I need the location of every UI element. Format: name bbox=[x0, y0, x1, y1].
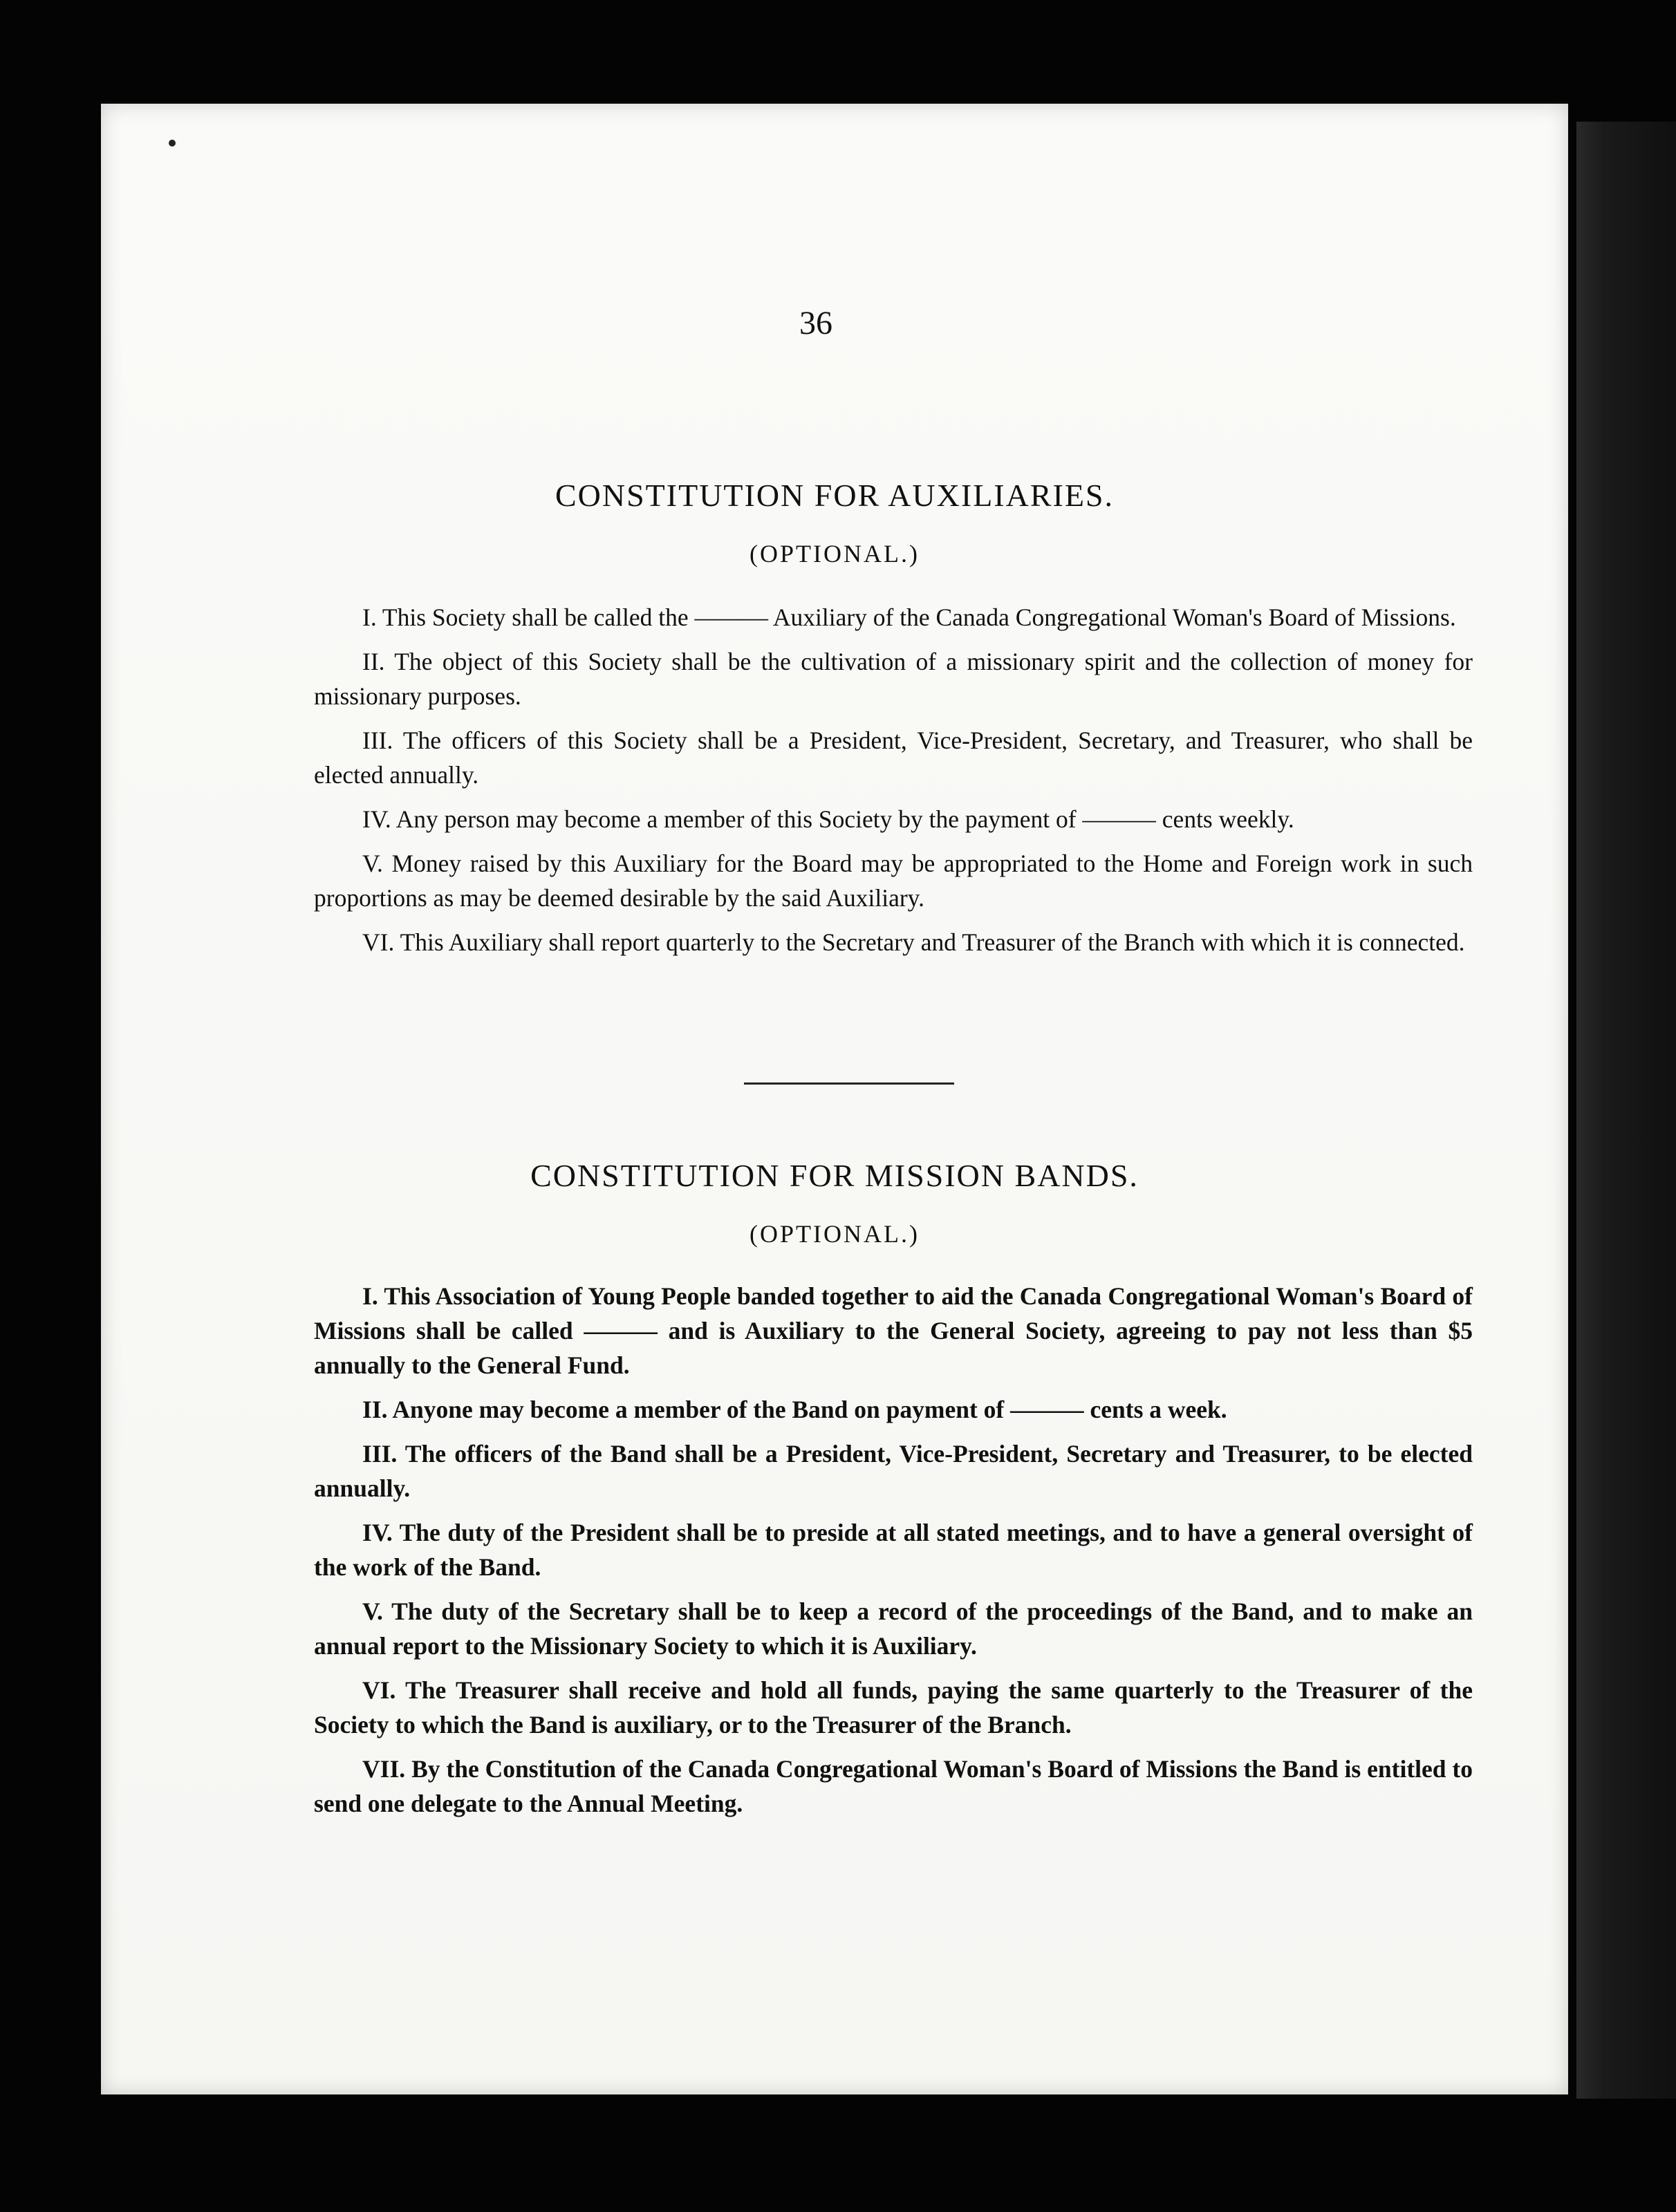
document-page bbox=[101, 104, 1568, 2094]
article-auxiliaries-5: V. Money raised by this Auxiliary for the Board may be appropriated to the Home and Foreign work in such proportions as may be deemed desirable by the said Auxiliary. bbox=[314, 850, 1473, 912]
article-bands-3: III. The officers of the Band shall be a President, Vice-President, Secretary and Treasurer, to be elected annually. bbox=[314, 1440, 1473, 1502]
article-bands-2: II. Anyone may become a member of the Band on payment of ——— cents a week. bbox=[362, 1396, 1227, 1423]
article-auxiliaries-2: II. The object of this Society shall be the cultivation of a missionary spirit and the collection of money for missionary purposes. bbox=[314, 648, 1473, 710]
article-bands-6: VI. The Treasurer shall receive and hold all funds, paying the same quarterly to the Treasurer of the Society to which the Band is auxiliary, or to the Treasurer of the Branch. bbox=[314, 1676, 1473, 1738]
section-subtitle-auxiliaries: (OPTIONAL.) bbox=[749, 540, 920, 568]
adjacent-page-edge bbox=[1576, 122, 1676, 2099]
article-bands-4: IV. The duty of the President shall be to preside at all stated meetings, and to have a general oversight of the work of the Band. bbox=[314, 1519, 1473, 1581]
mission-bands-articles bbox=[314, 1279, 1473, 1830]
article-auxiliaries-3: III. The officers of this Society shall be a President, Vice-President, Secretary, and Treasurer, who shall be elected annually. bbox=[314, 727, 1473, 789]
page-number: 36 bbox=[799, 305, 832, 341]
article-auxiliaries-1: I. This Society shall be called the ——— Auxiliary of the Canada Congregational Woman's Board of Missions. bbox=[362, 603, 1456, 631]
section-divider bbox=[744, 1082, 954, 1085]
article-bands-7: VII. By the Constitution of the Canada Congregational Woman's Board of Missions the Band is entitled to send one delegate to the Annual Meeting. bbox=[314, 1755, 1473, 1817]
article-auxiliaries-4: IV. Any person may become a member of this Society by the payment of ——— cents weekly. bbox=[362, 805, 1294, 833]
article-bands-1: I. This Association of Young People banded together to aid the Canada Congregational Woman's Board of Missions shall be called ——— and is Auxiliary to the General Society, agreeing to pay not less than $5 annually to the General Fund. bbox=[314, 1282, 1473, 1379]
article-bands-5: V. The duty of the Secretary shall be to keep a record of the proceedings of the Band, and to make an annual report to the Missionary Society to which it is Auxiliary. bbox=[314, 1597, 1473, 1660]
auxiliaries-articles bbox=[314, 600, 1473, 969]
section-subtitle-mission-bands: (OPTIONAL.) bbox=[749, 1220, 920, 1248]
section-title-auxiliaries: CONSTITUTION FOR AUXILIARIES. bbox=[555, 478, 1115, 513]
page-speck bbox=[169, 140, 176, 147]
article-auxiliaries-6: VI. This Auxiliary shall report quarterly to the Secretary and Treasurer of the Branch with which it is connected. bbox=[362, 928, 1465, 956]
section-title-mission-bands: CONSTITUTION FOR MISSION BANDS. bbox=[530, 1158, 1139, 1193]
